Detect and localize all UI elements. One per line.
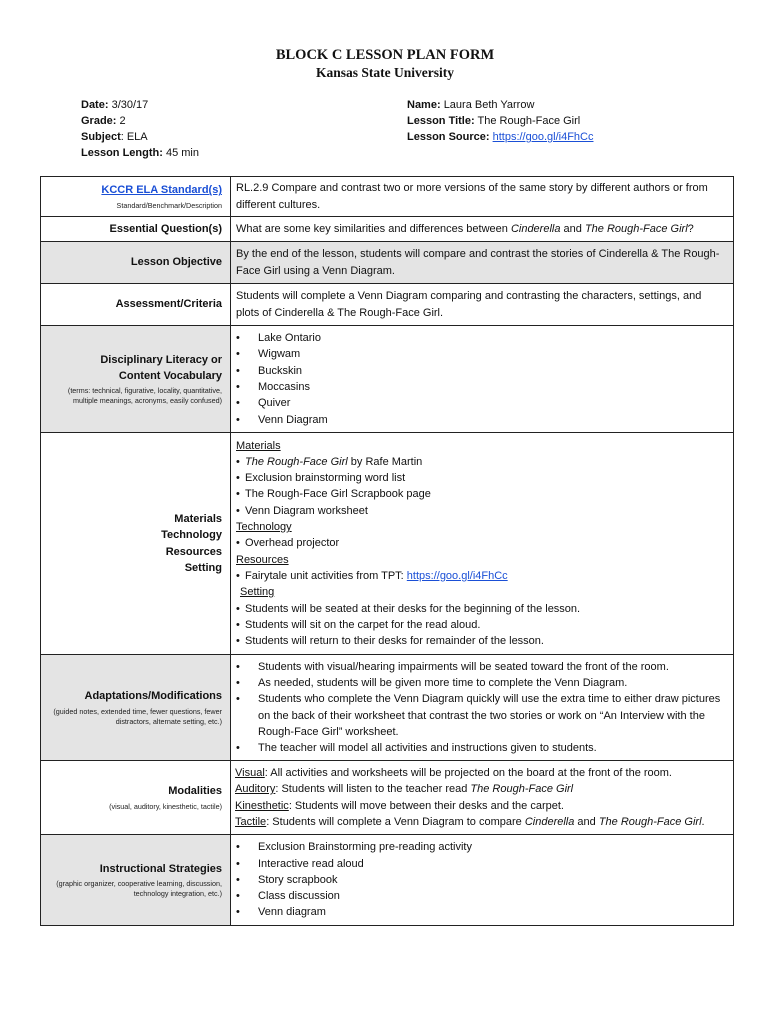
auditory-line: Auditory: Students will listen to the teacher read The Rough-Face Girl — [235, 783, 574, 796]
essential-label: Essential Question(s) — [109, 222, 222, 235]
lesson-title-line: Lesson Title: The Rough-Face Girl — [407, 115, 581, 127]
modalities-row — [41, 761, 734, 835]
adaptations-list — [236, 659, 726, 757]
strategies-item: • Interactive read aloud — [236, 856, 726, 872]
lesson-plan-table — [40, 176, 734, 926]
assessment-label: Assessment/Criteria — [115, 298, 222, 311]
vocab-label-2: Content Vocabulary — [118, 370, 222, 382]
info-right — [407, 97, 593, 145]
adaptations-item: • As needed, students will be given more time to complete the Venn Diagram. — [236, 675, 726, 691]
name-value: Laura Beth Yarrow — [443, 99, 535, 111]
tpt-link[interactable]: https://goo.gl/i4FhCc — [406, 569, 508, 582]
materials-heading: Materials — [236, 439, 281, 452]
assessment-content: Students will complete a Venn Diagram comparing and contrasting the characters, settings, and plots of Cinderella & The Rough-Face Girl. — [231, 284, 734, 326]
essential-content: What are some key similarities and differences between Cinderella and The Rough-Face Girl? — [231, 217, 734, 242]
vocab-label-cell — [41, 326, 231, 433]
lesson-title-value: The Rough-Face Girl — [477, 115, 581, 127]
assessment-row — [41, 284, 734, 326]
standards-row — [41, 177, 734, 217]
materials-content — [231, 433, 734, 655]
university-name: Kansas State University — [316, 65, 454, 80]
strategies-sublabel: (graphic organizer, cooperative learning, discussion, technology integration, etc.) — [56, 879, 222, 899]
setting-item: • Students will sit on the carpet for the read aloud. — [236, 617, 726, 633]
kccr-standards-link[interactable]: KCCR ELA Standard(s) — [101, 184, 222, 197]
materials-item: • Venn Diagram worksheet — [236, 503, 726, 519]
strategies-item: • Class discussion — [236, 888, 726, 904]
strategies-content — [231, 835, 734, 926]
vocab-item: • Quiver — [236, 395, 726, 411]
objective-label-cell — [41, 242, 231, 284]
vocab-item: • Venn Diagram — [236, 412, 726, 428]
essential-label-cell — [41, 217, 231, 242]
lesson-source-link[interactable]: https://goo.gl/i4FhCc — [492, 131, 594, 143]
lesson-source-line: Lesson Source: https://goo.gl/i4FhCc — [407, 131, 594, 143]
technology-list — [236, 535, 726, 551]
setting-heading: Setting — [240, 586, 275, 599]
vocab-item: • Moccasins — [236, 379, 726, 395]
strategies-item: • Exclusion Brainstorming pre-reading activity — [236, 839, 726, 855]
strategies-label-cell — [41, 835, 231, 926]
strategies-item: • Story scrapbook — [236, 872, 726, 888]
adaptations-label-cell — [41, 655, 231, 761]
grade-line: Grade: 2 — [81, 115, 126, 127]
info-left — [81, 97, 199, 161]
adaptations-item: • The teacher will model all activities and instructions given to students. — [236, 740, 726, 756]
subject-value: : ELA — [120, 131, 148, 143]
vocab-sublabel: (terms: technical, figurative, locality, quantitative, multiple meanings, acronyms, easily confused) — [67, 386, 222, 406]
technology-heading: Technology — [236, 521, 292, 534]
materials-label-cell: Materials Technology Resources Setting — [41, 433, 231, 655]
objective-row — [41, 242, 734, 284]
vocab-item: • Wigwam — [236, 346, 726, 362]
resources-list — [236, 568, 726, 584]
subject-line: Subject: ELA — [81, 131, 148, 143]
visual-line: Visual: All activities and worksheets will be projected on the board at the front of the room. — [235, 766, 672, 779]
strategies-item: • Venn diagram — [236, 904, 726, 920]
adaptations-item: • Students who complete the Venn Diagram quickly will use the extra time to either draw pictures on the back of their worksheet that contrast the two stories or work on “An Interview with the Rough-Face Girl” worksheet. — [236, 691, 726, 740]
tactile-line: Tactile: Students will complete a Venn Diagram to compare Cinderella and The Rough-Face Girl. — [235, 815, 705, 828]
adaptations-sublabel: (guided notes, extended time, fewer questions, fewer distractors, alternate setting, etc.) — [53, 706, 222, 726]
modalities-sublabel: (visual, auditory, kinesthetic, tactile) — [109, 801, 222, 811]
adaptations-row — [41, 655, 734, 761]
modalities-content — [231, 761, 734, 835]
standards-label-cell — [41, 177, 231, 217]
standards-sublabel: Standard/Benchmark/Description — [116, 200, 222, 210]
name-line: Name: Laura Beth Yarrow — [407, 99, 535, 111]
vocab-label-1: Disciplinary Literacy or — [100, 353, 222, 366]
strategies-list — [236, 839, 726, 920]
length-line: Lesson Length: 45 min — [81, 147, 199, 159]
essential-row — [41, 217, 734, 242]
objective-label: Lesson Objective — [130, 256, 222, 269]
strategies-row — [41, 835, 734, 926]
adaptations-content — [231, 655, 734, 761]
vocab-content — [231, 326, 734, 433]
kinesthetic-line: Kinesthetic: Students will move between their desks and the carpet. — [235, 799, 564, 812]
adaptations-item: • Students with visual/hearing impairments will be seated toward the front of the room. — [236, 659, 726, 675]
technology-item: • Overhead projector — [236, 535, 726, 551]
objective-content: By the end of the lesson, students will compare and contrast the stories of Cinderella & The Rough-Face Girl using a Venn Diagram. — [231, 242, 734, 284]
setting-item: • Students will return to their desks for remainder of the lesson. — [236, 633, 726, 649]
adaptations-label: Adaptations/Modifications — [84, 690, 222, 703]
strategies-label: Instructional Strategies — [99, 862, 222, 875]
vocab-item: • Buckskin — [236, 363, 726, 379]
standards-content: RL.2.9 Compare and contrast two or more versions of the same story by different authors or from different cultures. — [231, 177, 734, 217]
resources-item: • Fairytale unit activities from TPT: https://goo.gl/i4FhCc — [236, 568, 726, 584]
materials-list — [236, 454, 726, 519]
modalities-label: Modalities — [168, 785, 222, 798]
vocab-row — [41, 326, 734, 433]
form-title: BLOCK C LESSON PLAN FORM — [275, 47, 495, 63]
date-line: Date: 3/30/17 — [81, 99, 149, 111]
modalities-label-cell — [41, 761, 231, 835]
materials-item: • The Rough-Face Girl by Rafe Martin — [236, 454, 726, 470]
assessment-label-cell — [41, 284, 231, 326]
vocab-item: • Lake Ontario — [236, 330, 726, 346]
materials-item: • Exclusion brainstorming word list — [236, 470, 726, 486]
setting-list — [236, 601, 726, 650]
vocab-list — [236, 330, 726, 428]
setting-item: • Students will be seated at their desks for the beginning of the lesson. — [236, 601, 726, 617]
length-value: 45 min — [165, 147, 199, 159]
materials-row — [41, 433, 734, 655]
resources-heading: Resources — [236, 553, 289, 566]
date-value: 3/30/17 — [111, 99, 149, 111]
materials-item: • The Rough-Face Girl Scrapbook page — [236, 486, 726, 502]
grade-value: 2 — [119, 115, 126, 127]
